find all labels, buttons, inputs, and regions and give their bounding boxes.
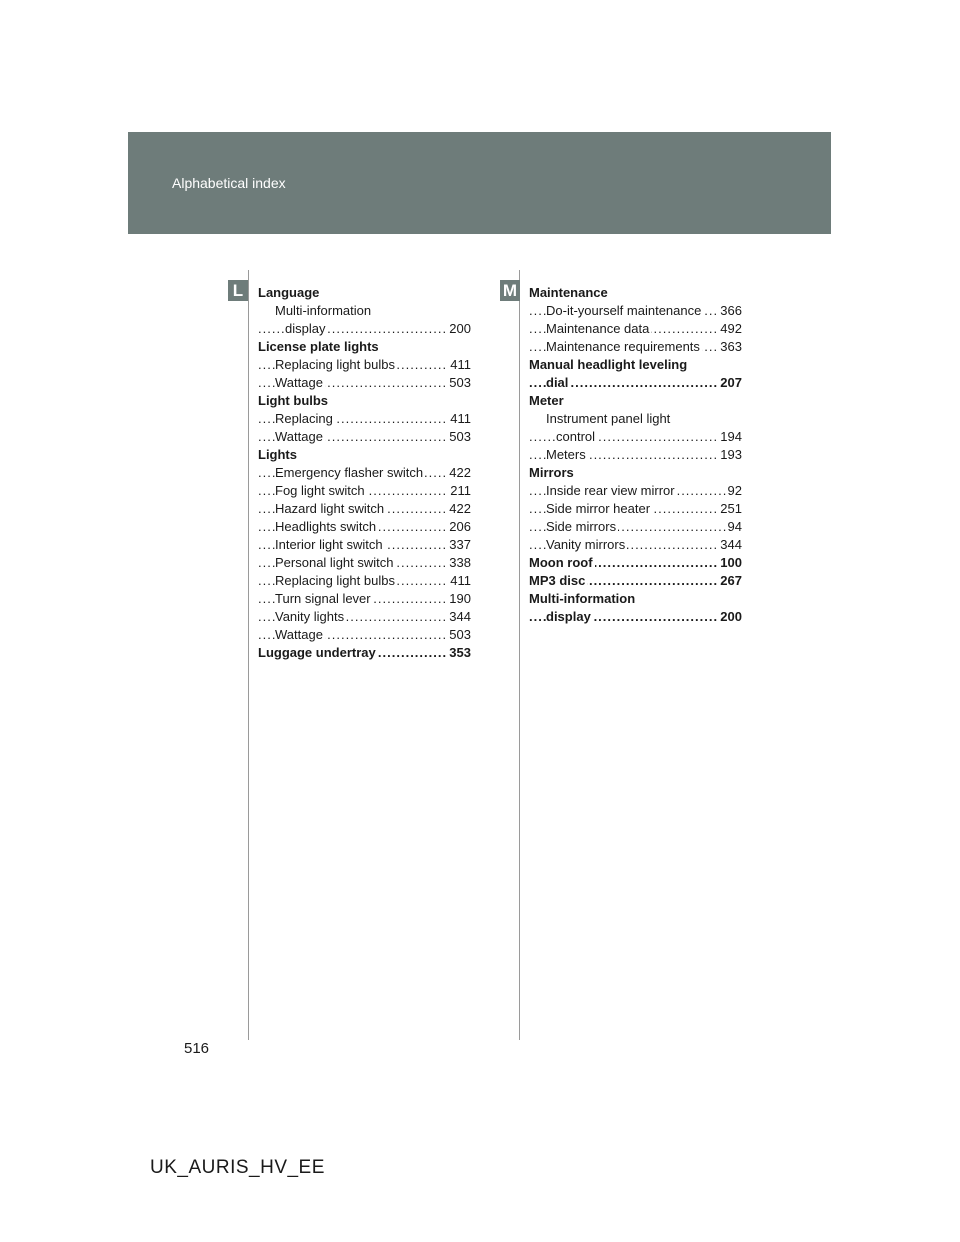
index-entry-page: 200 <box>449 321 471 336</box>
index-entry <box>529 320 742 338</box>
index-entry-label: ..... Vanity mirrors <box>546 537 626 552</box>
section-letter-m: M <box>500 280 520 301</box>
index-entry <box>529 608 742 626</box>
index-entry-label: License plate lights <box>258 339 379 354</box>
index-entry-page: 190 <box>449 591 471 606</box>
index-entry-page: 94 <box>727 519 742 534</box>
index-entry <box>529 446 742 464</box>
footer-code: UK_AURIS_HV_EE <box>150 1157 325 1178</box>
index-entry <box>258 590 471 608</box>
index-entry <box>258 392 471 410</box>
index-entry-label: ..... Wattage <box>275 627 323 642</box>
index-entry-label: ..... Turn signal lever <box>275 591 371 606</box>
index-entry <box>258 482 471 500</box>
index-entry <box>258 554 471 572</box>
index-entry <box>529 500 742 518</box>
index-entry-page: 337 <box>449 537 471 552</box>
index-entry-page: 100 <box>720 555 742 570</box>
column-divider-right <box>519 270 520 1040</box>
index-entry-page: 267 <box>720 573 742 588</box>
index-entry <box>529 518 742 536</box>
index-entry <box>529 356 742 374</box>
index-entry <box>258 644 471 662</box>
index-entry <box>258 446 471 464</box>
index-entry-label: Manual headlight leveling <box>529 357 688 372</box>
index-entry-page: 411 <box>450 573 471 588</box>
index-entry-label: ..... Wattage <box>275 429 323 444</box>
index-entry-label: ..... Personal light switch <box>275 555 394 570</box>
page-number: 516 <box>184 1040 210 1057</box>
index-entry-page: 492 <box>720 321 742 336</box>
index-entry-page: 200 <box>720 609 742 624</box>
index-entry-page: 353 <box>449 645 471 660</box>
index-entry <box>529 302 742 320</box>
index-entry <box>258 284 471 302</box>
index-column-m <box>529 284 742 626</box>
index-entry-label: ..... Side mirrors <box>546 519 617 534</box>
index-entry-page: 344 <box>720 537 742 552</box>
index-entry-page: 211 <box>450 483 471 498</box>
index-entry-page: 344 <box>449 609 471 624</box>
index-entry <box>258 410 471 428</box>
index-entry-page: 206 <box>449 519 471 534</box>
index-entry-label: Meter <box>529 393 564 408</box>
index-entry-label: ..... display <box>546 609 591 624</box>
index-entry <box>529 410 742 428</box>
index-entry-label: ..... Replacing light bulbs <box>275 357 395 372</box>
column-divider-left <box>248 270 249 1040</box>
index-entry-page: 503 <box>449 429 471 444</box>
index-entry-label: Language <box>258 285 320 300</box>
index-entry-label: Light bulbs <box>258 393 329 408</box>
index-entry <box>529 554 742 572</box>
index-entry-page: 338 <box>449 555 471 570</box>
index-entry-label: ..... Wattage <box>275 375 323 390</box>
index-entry <box>258 518 471 536</box>
index-entry-label: Mirrors <box>529 465 574 480</box>
index-entry-page: 422 <box>449 501 471 516</box>
index-column-l <box>258 284 471 662</box>
header-title: Alphabetical index <box>172 175 286 191</box>
index-entry-label: ..... Vanity lights <box>275 609 345 624</box>
index-entry-label: ..... Hazard light switch <box>275 501 385 516</box>
index-entry <box>258 500 471 518</box>
index-entry <box>529 464 742 482</box>
index-entry <box>529 572 742 590</box>
index-entry-label: ..... dial <box>546 375 569 390</box>
index-entry-label: ..... control <box>556 429 596 444</box>
index-entry <box>529 338 742 356</box>
index-entry-label: ..... Emergency flasher switch <box>275 465 424 480</box>
index-entry <box>529 590 742 608</box>
index-entry <box>529 536 742 554</box>
index-entry-label: ..... Fog light switch <box>275 483 365 498</box>
index-entry <box>258 302 471 320</box>
index-entry-label: ..... Maintenance data <box>546 321 650 336</box>
index-entry-page: 503 <box>449 627 471 642</box>
index-entry-label: Maintenance <box>529 285 608 300</box>
index-entry-label: ..... Side mirror heater <box>546 501 651 516</box>
index-entry-label: ..... Replacing <box>275 411 333 426</box>
index-entry <box>529 428 742 446</box>
index-entry-page: 366 <box>720 303 742 318</box>
index-entry <box>258 572 471 590</box>
index-entry <box>258 320 471 338</box>
index-entry <box>258 374 471 392</box>
index-entry <box>258 464 471 482</box>
index-entry-page: 194 <box>720 429 742 444</box>
index-entry-page: 92 <box>727 483 742 498</box>
index-entry <box>529 374 742 392</box>
index-entry-label: ..... Do-it-yourself maintenance <box>546 303 702 318</box>
index-entry <box>258 338 471 356</box>
index-entry-page: 193 <box>720 447 742 462</box>
index-entry-label: Instrument panel light <box>546 411 671 426</box>
index-entry-label: Lights <box>258 447 297 462</box>
index-entry-label: ..... Luggage undertray <box>258 645 376 660</box>
index-entry-label: ..... Inside rear view mirror <box>546 483 675 498</box>
index-entry-page: 251 <box>720 501 742 516</box>
index-entry <box>258 428 471 446</box>
index-entry <box>258 536 471 554</box>
index-entry-page: 411 <box>450 411 471 426</box>
index-entry-page: 207 <box>720 375 742 390</box>
index-entry-label: Multi-information <box>275 303 372 318</box>
index-entry <box>529 284 742 302</box>
page-header <box>128 132 831 234</box>
index-entry-page: 422 <box>449 465 471 480</box>
index-entry-page: 411 <box>450 357 471 372</box>
index-entry <box>258 608 471 626</box>
index-entry-label: Multi-information <box>529 591 636 606</box>
index-entry-page: 363 <box>720 339 742 354</box>
index-entry-label: ..... Interior light switch <box>275 537 383 552</box>
index-entry <box>529 482 742 500</box>
index-entry-label: ..... Headlights switch <box>275 519 377 534</box>
index-entry-label: ..... Maintenance requirements <box>546 339 700 354</box>
index-entry-label: ..... Replacing light bulbs <box>275 573 395 588</box>
index-entry-page: 503 <box>449 375 471 390</box>
index-entry-label: ..... MP3 disc <box>529 573 586 588</box>
index-entry <box>258 356 471 374</box>
section-letter-l: L <box>228 280 248 301</box>
index-entry <box>529 392 742 410</box>
index-entry <box>258 626 471 644</box>
index-entry-label: ..... Meters <box>546 447 586 462</box>
index-entry-label: ..... display <box>285 321 326 336</box>
index-entry-label: ..... Moon roof <box>529 555 593 570</box>
